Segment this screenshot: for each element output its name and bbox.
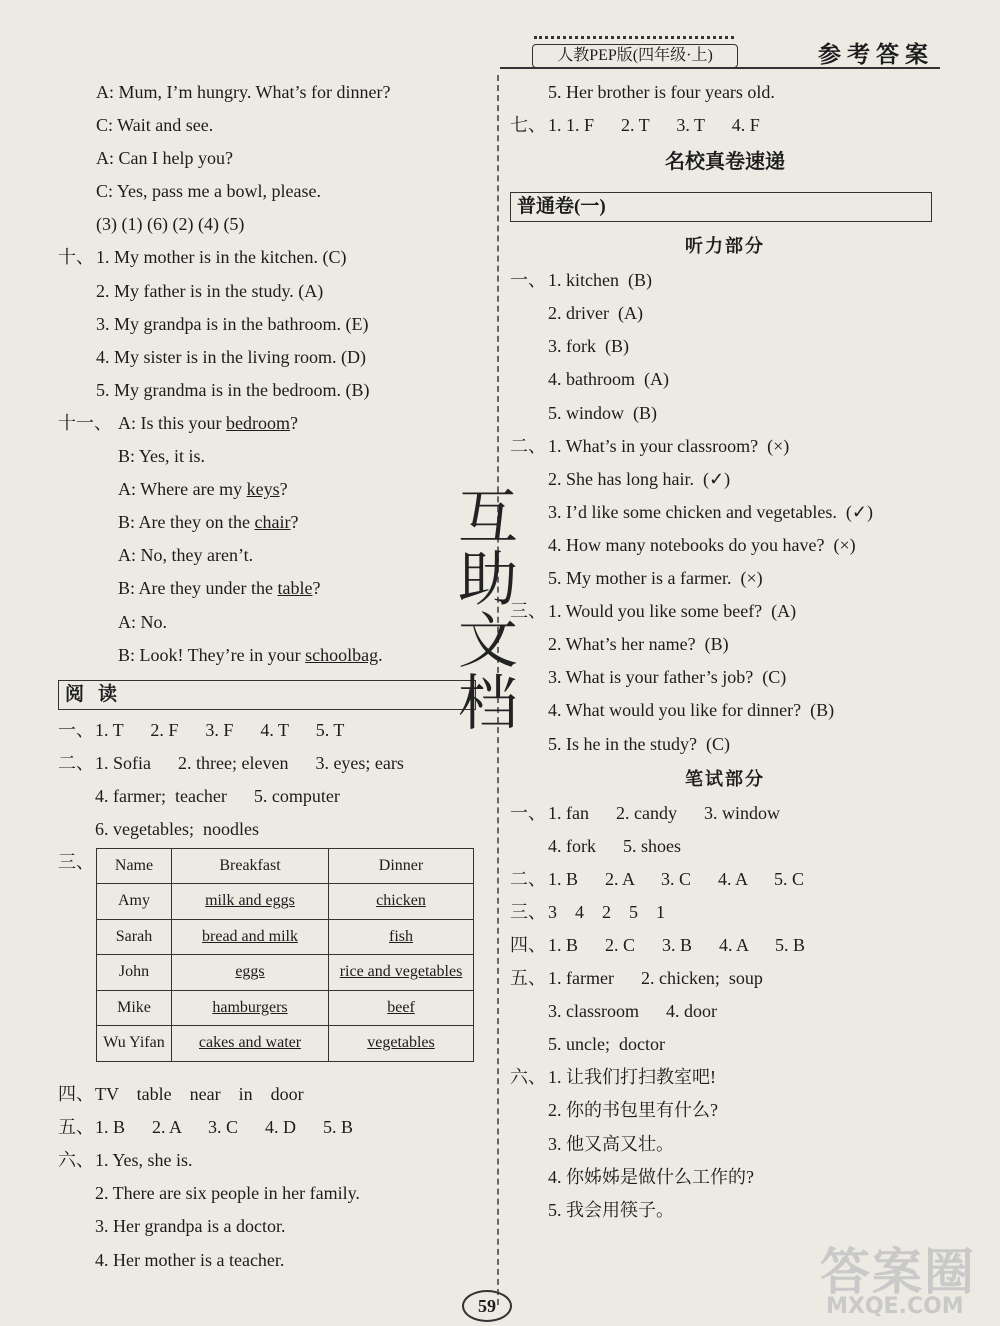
answer-line: 5. Is he in the study? (C) [548,733,730,754]
section-number: 六、 [58,1150,94,1171]
dialog-line: A: Is this your bedroom? [118,412,298,433]
answer-line: 5. Her brother is four years old. [548,82,775,102]
section-number: 三、 [58,852,94,873]
left-column [58,76,488,1277]
answer-line: 3. What is your father’s job? (C) [548,667,787,688]
answer-line: 3. fork (B) [548,336,629,357]
header-rule [500,67,940,69]
answer-line: 1. 让我们打扫教室吧! [548,1067,716,1088]
answer-line: 1. B 2. C 3. B 4. A 5. B [548,934,806,955]
answer-line: 2. What’s her name? (B) [548,634,729,655]
answer-line: 4. How many notebooks do you have? (×) [548,534,856,555]
dialog-line: A: Mum, I’m hungry. What’s for dinner? [96,82,391,102]
dialog-line: B: Are they under the table? [118,578,321,599]
meal-table [96,848,474,1062]
answer-line: 5. uncle; doctor [548,1034,665,1055]
section-number: 三、 [510,901,546,922]
table-header-cell: Name [97,849,172,884]
answer-line: 4. fork 5. shoes [548,835,681,856]
section-number: 四、 [510,934,546,955]
table-row [97,955,474,991]
site-logo: 答案圈 [820,1243,976,1301]
answer-line: 3. Her grandpa is a doctor. [95,1216,286,1237]
answer-line: 5. 我会用筷子。 [548,1199,674,1220]
answer-line: 1. Would you like some beef? (A) [548,601,797,622]
section-number: 五、 [510,968,546,989]
answer-line: 5. My grandma is in the bedroom. (B) [96,379,370,400]
site-logo-url: MXQE.COM [826,1294,964,1319]
answer-line: 1. 1. F 2. T 3. T 4. F [548,115,760,136]
section-number: 四、 [58,1084,94,1105]
section-number: 二、 [510,868,546,889]
answer-line: 1. Yes, she is. [95,1150,193,1171]
answer-line: 5. My mother is a farmer. (×) [548,568,763,589]
table-cell: bread and milk [172,919,329,955]
answer-line: 3. I’d like some chicken and vegetables. (✓) [548,501,873,522]
watermark-char: 文 [458,607,518,677]
answer-line: 1. Sofia 2. three; eleven 3. eyes; ears [95,752,404,773]
answer-line: 1. B 2. A 3. C 4. A 5. C [548,868,805,889]
dialog-order: (3) (1) (6) (2) (4) (5) [96,214,245,235]
watermark-char: 互 [458,483,518,553]
table-header-cell: Dinner [329,849,474,884]
answer-line: 4. My sister is in the living room. (D) [96,346,366,367]
section-number: 七、 [510,115,546,136]
section-number: 一、 [58,719,94,740]
section-header-reading: 阅读 [58,680,476,710]
dialog-line: C: Yes, pass me a bowl, please. [96,181,321,202]
answer-line: TV table near in door [95,1084,304,1105]
table-row [97,1026,474,1062]
answer-line: 1. B 2. A 3. C 4. D 5. B [95,1117,354,1138]
dialog-line: A: No. [118,611,167,632]
table-cell: hamburgers [172,990,329,1026]
table-cell: chicken [329,884,474,920]
table-cell: beef [329,990,474,1026]
dialog-line: C: Wait and see. [96,115,214,136]
answer-line: 4. farmer; teacher 5. computer [95,785,340,806]
paper-title: 普通卷(一) [510,192,932,222]
table-header-cell: Breakfast [172,849,329,884]
answer-line: 1. fan 2. candy 3. window [548,802,780,823]
table-row [97,884,474,920]
dialog-line: B: Are they on the chair? [118,512,299,533]
table-cell: vegetables [329,1026,474,1062]
written-title: 笔试部分 [685,768,765,789]
table-row [97,919,474,955]
section-number: 一、 [510,802,546,823]
table-cell: eggs [172,955,329,991]
answer-line: 5. window (B) [548,402,657,423]
dialog-line: B: Yes, it is. [118,446,206,467]
answer-line: 2. She has long hair. (✓) [548,468,731,489]
answer-line: 1. T 2. F 3. F 4. T 5. T [95,719,345,740]
section-number: 三、 [510,601,546,622]
answer-line: 1. farmer 2. chicken; soup [548,968,763,989]
section-number: 六、 [510,1067,546,1088]
answer-line: 6. vegetables; noodles [95,818,259,839]
table-cell: rice and vegetables [329,955,474,991]
table-row [97,990,474,1026]
answer-line: 4. bathroom (A) [548,369,669,390]
answer-line: 2. There are six people in her family. [95,1183,360,1204]
edition-label: 人教PEP版(四年级·上) [532,44,738,68]
answer-line: 3. 他又高又壮。 [548,1133,674,1154]
page-header-title: 参考答案 [818,42,934,67]
dialog-line: A: Can I help you? [96,148,233,169]
answer-line: 3 4 2 5 1 [548,901,665,922]
table-cell: Wu Yifan [97,1026,172,1062]
answer-line: 4. Her mother is a teacher. [95,1249,285,1270]
watermark-char: 助 [458,545,518,615]
table-cell: cakes and water [172,1026,329,1062]
answer-line: 4. 你姊姊是做什么工作的? [548,1166,754,1187]
section-number: 五、 [58,1117,94,1138]
section-number: 十一、 [58,412,112,433]
table-cell: John [97,955,172,991]
page-number: 59 [462,1290,512,1322]
dialog-line: B: Look! They’re in your schoolbag. [118,644,383,665]
answer-line: 1. kitchen (B) [548,270,652,291]
table-cell: Amy [97,884,172,920]
header-dots [534,36,734,39]
table-cell: fish [329,919,474,955]
answer-line: 1. What’s in your classroom? (×) [548,435,790,456]
right-column [510,76,940,1227]
answer-line: 3. My grandpa is in the bathroom. (E) [96,313,369,334]
table-cell: Sarah [97,919,172,955]
dialog-line: A: Where are my keys? [118,479,288,500]
section-number: 二、 [58,752,94,773]
listening-title: 听力部分 [685,236,765,257]
table-header-row [97,849,474,884]
watermark-char: 档 [458,669,518,739]
section-number: 一、 [510,270,546,291]
table-cell: Mike [97,990,172,1026]
section-number: 二、 [510,435,546,456]
answer-line: 2. My father is in the study. (A) [96,280,324,301]
chapter-title: 名校真卷速递 [665,149,785,174]
answer-line: 2. driver (A) [548,303,643,324]
answer-line: 1. My mother is in the kitchen. (C) [96,247,347,268]
dialog-line: A: No, they aren’t. [118,545,254,566]
handwritten-watermark [450,470,540,739]
answer-line: 3. classroom 4. door [548,1001,717,1022]
section-number: 十、 [58,247,94,268]
table-cell: milk and eggs [172,884,329,920]
answer-line: 2. 你的书包里有什么? [548,1100,718,1121]
answer-line: 4. What would you like for dinner? (B) [548,700,835,721]
